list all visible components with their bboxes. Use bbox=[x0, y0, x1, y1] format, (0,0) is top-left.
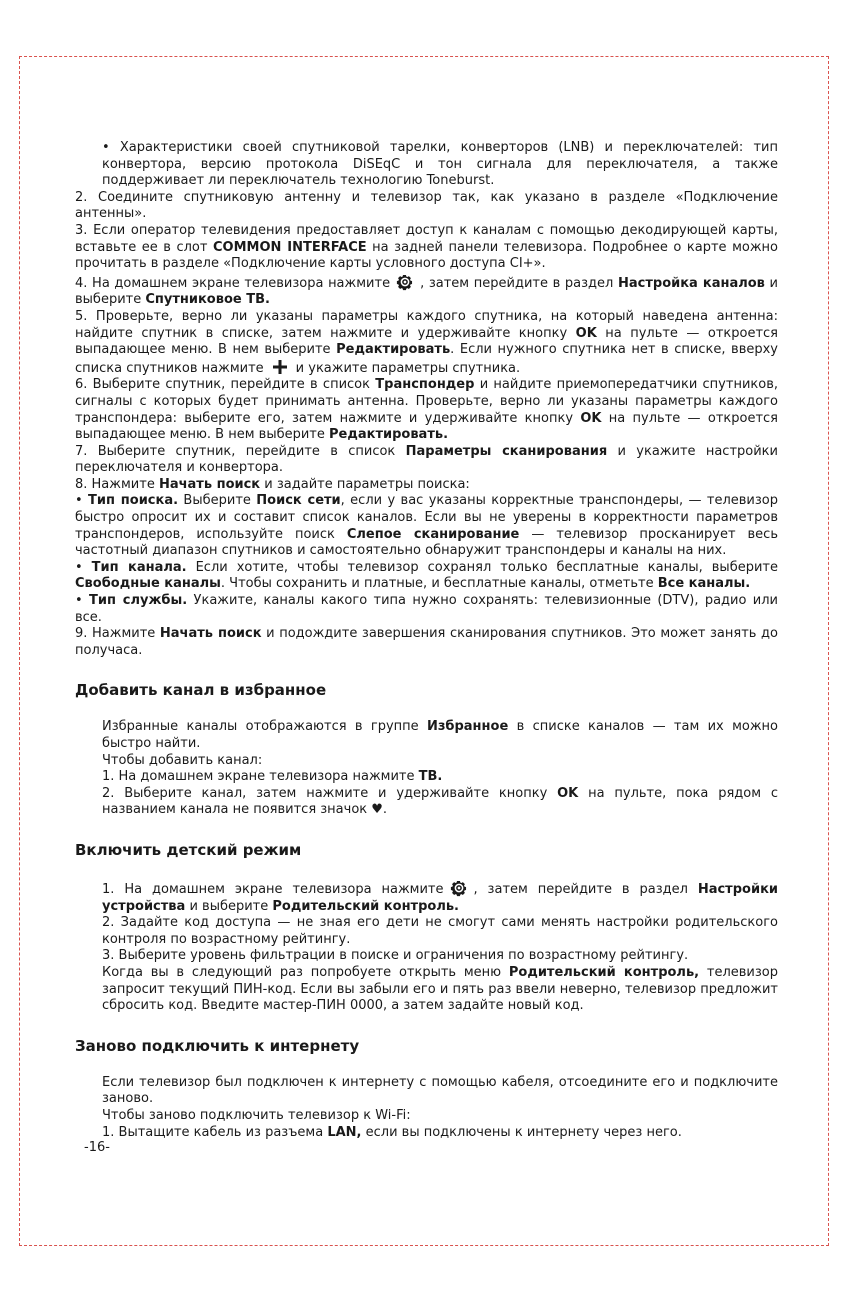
kids-step-2: 2. Задайте код доступа — не зная его дети не смогут сами менять настройки родительского контроля по возрастному рейтингу. bbox=[102, 915, 778, 947]
text: на пульте, пока рядом с названием канала не появится значок ♥. bbox=[102, 785, 778, 818]
text: — телевизор просканирует весь частотный диапазон спутников и самостоятельно обнаружит транспондеры и каналы на них. bbox=[75, 526, 778, 559]
bold-term: Избранное bbox=[426, 719, 509, 735]
section-kids bbox=[75, 879, 778, 1015]
text: 2. Выберите канал, затем нажмите и удерживайте кнопку bbox=[102, 785, 558, 801]
bold-term: Поиск сети bbox=[256, 493, 341, 509]
step-2: 2. Соедините спутниковую антенну и телевизор так, как указано в разделе «Подключение антенны». bbox=[75, 189, 778, 222]
text: . Если нужного спутника нет в списке, вверху списка спутников нажмите bbox=[75, 342, 778, 376]
text: 3. Если оператор телевидения предоставляет доступ к каналам с помощью декодирующей карты, вставьте ее в слот bbox=[75, 222, 778, 255]
text: 1. На домашнем экране телевизора нажмите bbox=[102, 769, 419, 785]
bold-term: Настройки устройства bbox=[102, 881, 778, 914]
text: Если хотите, чтобы телевизор сохранял только бесплатные каналы, выберите bbox=[186, 559, 778, 575]
section-title-network: Заново подключить к интернету bbox=[75, 1036, 360, 1055]
step-5 bbox=[75, 309, 778, 377]
step-9 bbox=[75, 626, 778, 659]
kids-step-3: 3. Выберите уровень фильтрации в поиске и ограничения по возрастному рейтингу. bbox=[102, 948, 689, 964]
bold-term: Редактировать. bbox=[329, 427, 449, 443]
bold-term: Слепое сканирование bbox=[346, 526, 520, 542]
page-number: -16- bbox=[84, 1140, 110, 1155]
text: на задней панели телевизора. Подробнее о карте можно прочитать в разделе «Подключение карты условного доступа CI+». bbox=[75, 239, 778, 272]
option-search-type bbox=[75, 493, 778, 559]
text: и задайте параметры поиска: bbox=[260, 476, 470, 492]
text: , затем перейдите в раздел bbox=[473, 881, 698, 897]
net-step-1 bbox=[102, 1125, 778, 1142]
text: в списке каналов — там их можно быстро найти. bbox=[102, 719, 778, 751]
text: и подождите завершения сканирования спутников. Это может занять до получаса. bbox=[75, 626, 778, 658]
bold-term: LAN, bbox=[327, 1124, 362, 1140]
text: Избранные каналы отображаются в группе bbox=[102, 719, 427, 735]
bold-term: Свободные каналы bbox=[75, 576, 221, 592]
section-title-favorites: Добавить канал в избранное bbox=[75, 681, 327, 700]
fav-step-2 bbox=[102, 786, 778, 819]
bold-term: Родительский контроль, bbox=[508, 964, 700, 980]
text: • bbox=[75, 593, 90, 609]
text: 7. Выберите спутник, перейдите в список bbox=[75, 443, 406, 459]
bold-term: Начать поиск bbox=[158, 476, 261, 492]
text: и укажите параметры спутника. bbox=[295, 360, 521, 376]
bold-term: ТВ. bbox=[418, 769, 443, 785]
option-service-type bbox=[75, 593, 778, 626]
plus-icon bbox=[272, 359, 288, 375]
section-network bbox=[75, 1075, 778, 1141]
manual-content bbox=[75, 140, 778, 1141]
bold-term: Тип поиска. bbox=[88, 493, 179, 509]
bold-term: Тип службы. bbox=[89, 593, 188, 609]
bold-term: Параметры сканирования bbox=[405, 443, 608, 459]
text: на пульте — откроется выпадающее меню. В нем выберите bbox=[75, 325, 779, 358]
kids-step-1 bbox=[102, 879, 778, 915]
bold-term: OK bbox=[575, 325, 597, 341]
bold-term: Родительский контроль. bbox=[272, 898, 459, 914]
text: 9. Нажмите bbox=[75, 626, 160, 642]
step-7 bbox=[75, 444, 778, 477]
step-8 bbox=[75, 477, 778, 494]
fav-intro bbox=[102, 719, 778, 752]
net-intro: Если телевизор был подключен к интернету с помощью кабеля, отсоедините его и подключите заново. bbox=[102, 1074, 778, 1107]
text: Когда вы в следующий раз попробуете открыть меню bbox=[102, 964, 509, 980]
bold-term: OK bbox=[557, 785, 579, 801]
text: Выберите bbox=[178, 493, 257, 509]
text: 5. Проверьте, верно ли указаны параметры каждого спутника, на который наведена антенна: найдите спутник в списке, затем нажмите и удерживайте кнопку bbox=[75, 308, 778, 341]
kids-note bbox=[102, 965, 778, 1015]
text: 4. На домашнем экране телевизора нажмите bbox=[75, 275, 391, 291]
text: и найдите приемопередатчики спутников, сигналы с которых будет принимать антенна. Проверьте, верно ли указаны параметры каждого транспондера: выберите его, затем нажмите и удерживайте кнопку bbox=[75, 377, 778, 426]
bold-term: OK bbox=[580, 410, 602, 426]
text: • bbox=[75, 559, 92, 575]
section-favorites bbox=[75, 719, 778, 819]
bold-term: Редактировать bbox=[336, 342, 451, 358]
option-channel-type bbox=[75, 560, 778, 593]
bold-term: COMMON INTERFACE bbox=[212, 239, 367, 255]
bold-term: Все каналы. bbox=[657, 576, 751, 592]
text: 8. Нажмите bbox=[75, 476, 159, 492]
text: , затем перейдите в раздел bbox=[420, 275, 618, 291]
gear-icon bbox=[450, 879, 468, 897]
bold-term: Тип канала. bbox=[91, 559, 187, 575]
text: 1. На домашнем экране телевизора нажмите bbox=[102, 881, 444, 897]
text: и укажите настройки переключателя и конвертора. bbox=[75, 443, 778, 476]
text: Укажите, каналы какого типа нужно сохранять: телевизионные (DTV), радио или все. bbox=[75, 593, 779, 625]
text: если вы подключены к интернету через него. bbox=[361, 1124, 682, 1140]
net-howto: Чтобы заново подключить телевизор к Wi-Fi: bbox=[102, 1107, 411, 1123]
text: на пульте — откроется выпадающее меню. В нем выберите bbox=[75, 410, 778, 443]
step-4 bbox=[75, 273, 778, 309]
text: , если у вас указаны корректные транспондеры, — телевизор быстро опросит их и составит список каналов. Если вы не уверены в корректности параметров транспондеров, используйте поиск bbox=[75, 493, 778, 542]
text: 6. Выберите спутник, перейдите в список bbox=[75, 377, 376, 393]
fav-howto: Чтобы добавить канал: bbox=[102, 752, 263, 768]
text: телевизор запросит текущий ПИН-код. Если вы забыли его и пять раз ввели неверно, телевизор предложит сбросить код. Введите мастер-ПИН 0000, а затем задайте новый код. bbox=[102, 964, 778, 1014]
bold-term: Транспондер bbox=[375, 377, 475, 393]
bold-term: Настройка каналов bbox=[618, 275, 765, 291]
step-3 bbox=[75, 223, 778, 273]
text: и выберите bbox=[75, 275, 779, 308]
text: • bbox=[75, 493, 89, 509]
text: 1. Вытащите кабель из разъема bbox=[102, 1124, 328, 1140]
text: и выберите bbox=[185, 898, 273, 914]
text: . Чтобы сохранить и платные, и бесплатные каналы, отметьте bbox=[220, 576, 658, 592]
bold-term: Спутниковое ТВ. bbox=[145, 292, 270, 308]
fav-step-1 bbox=[102, 769, 778, 786]
section-title-kids: Включить детский режим bbox=[75, 840, 302, 859]
step-6 bbox=[75, 377, 778, 443]
gear-icon bbox=[396, 273, 414, 291]
bullet-lnb: • Характеристики своей спутниковой тарелки, конверторов (LNB) и переключателей: тип конвертора, версию протокола DiSEqC и тон сигнала для переключателя, а также поддерживает ли переключатель технологию Toneburst. bbox=[102, 140, 778, 189]
bold-term: Начать поиск bbox=[159, 626, 262, 642]
